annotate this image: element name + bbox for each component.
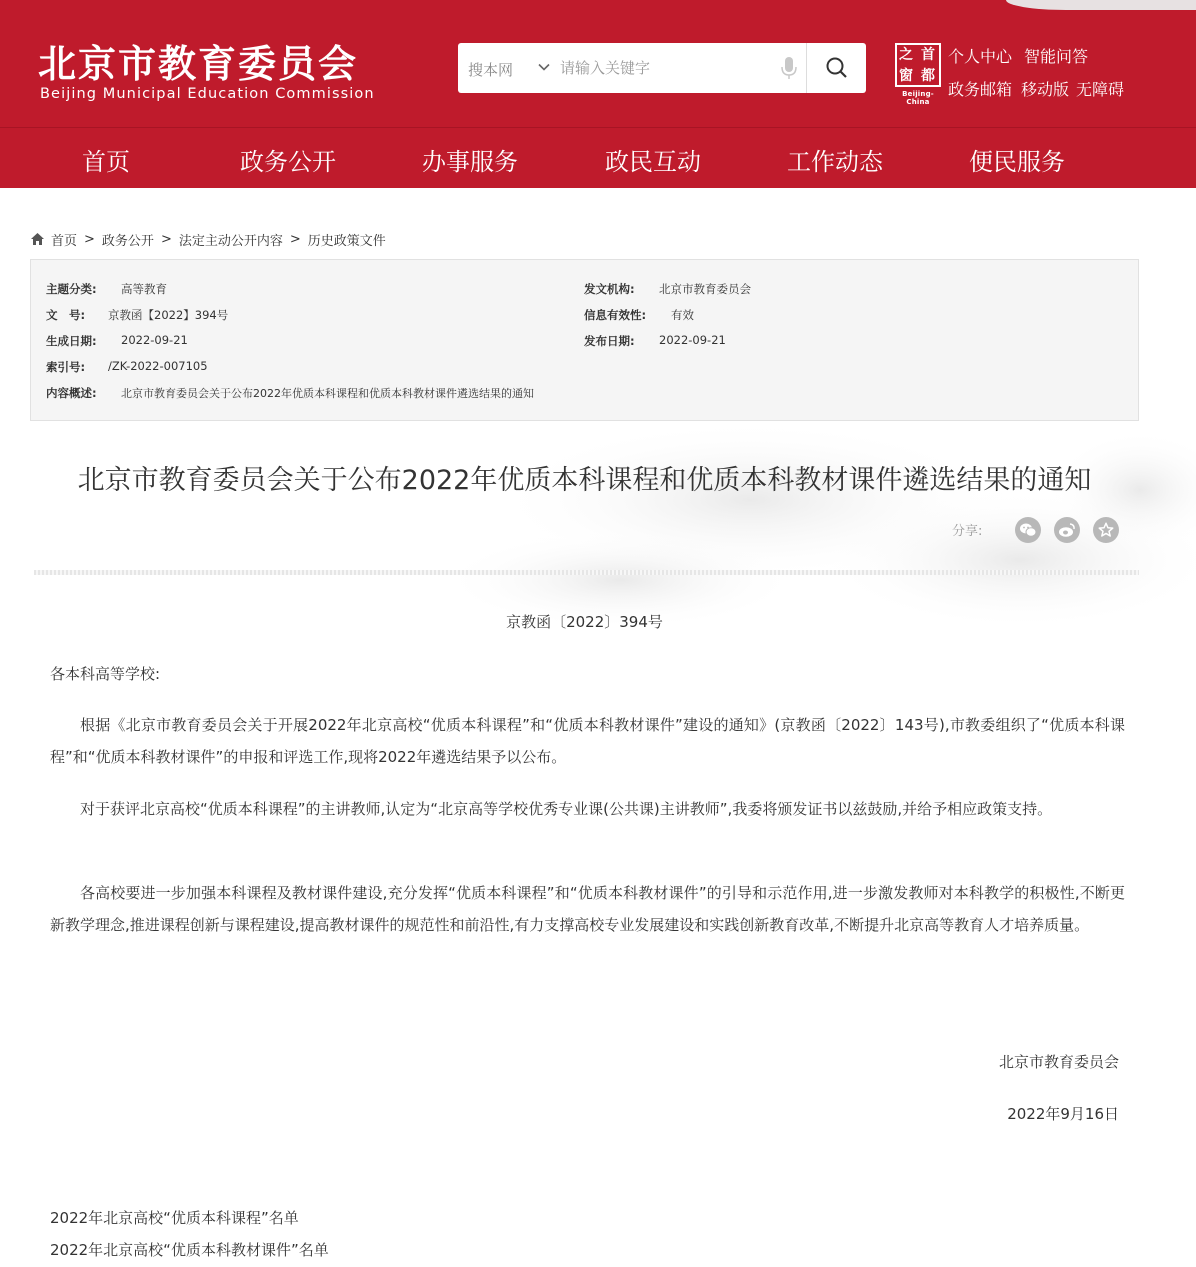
nav-item-news[interactable]: 工作动态	[787, 148, 883, 176]
breadcrumb-home[interactable]: 首页	[51, 233, 78, 249]
issuer-value: 北京市教育委员会	[659, 282, 751, 296]
breadcrumb-separator: >	[160, 231, 172, 247]
breadcrumb-separator: >	[84, 231, 95, 247]
breadcrumb-historical-policies[interactable]: 历史政策文件	[307, 233, 386, 249]
article-date: 2022年9月16日	[1007, 1105, 1119, 1123]
wechat-icon	[1019, 522, 1037, 538]
article-salutation: 各本科高等学校:	[50, 665, 161, 683]
favorite-button[interactable]	[1093, 517, 1119, 543]
doc-number-value: 京教函【2022】394号	[108, 308, 229, 322]
mobile-version-link[interactable]: 移动版	[1021, 80, 1070, 99]
header-top-bar	[0, 0, 1196, 128]
site-header	[0, 0, 1196, 188]
personal-center-link[interactable]: 个人中心	[948, 47, 1013, 66]
nav-item-interaction[interactable]: 政民互动	[605, 148, 701, 176]
site-logo-title[interactable]: 北京市教育委员会	[38, 42, 359, 86]
breadcrumb-separator: >	[289, 231, 301, 247]
weibo-icon	[1058, 522, 1076, 538]
published-date-label: 发布日期:	[584, 334, 635, 348]
published-date-value: 2022-09-21	[659, 333, 726, 347]
capital-logo-char: 首	[921, 47, 935, 63]
microphone-icon[interactable]	[780, 56, 798, 80]
created-date-value: 2022-09-21	[121, 333, 188, 347]
gov-mailbox-link[interactable]: 政务邮箱	[948, 80, 1013, 99]
share-label: 分享:	[952, 524, 983, 539]
chevron-down-icon[interactable]	[536, 59, 552, 75]
capital-logo-caption: Beijing-China	[902, 90, 934, 106]
capital-logo-frame	[895, 43, 941, 87]
nav-item-gov-affairs[interactable]: 政务公开	[240, 148, 336, 176]
nav-item-services[interactable]: 办事服务	[422, 148, 518, 176]
capital-window-logo[interactable]	[891, 43, 945, 106]
weibo-share-button[interactable]	[1054, 517, 1080, 543]
summary-value: 北京市教育委员会关于公布2022年优质本科课程和优质本科教材课件遴选结果的通知	[121, 387, 534, 400]
article-title: 北京市教育委员会关于公布2022年优质本科课程和优质本科教材课件遴选结果的通知	[77, 465, 1092, 496]
breadcrumb-statutory-content[interactable]: 法定主动公开内容	[178, 233, 283, 249]
breadcrumb-gov-affairs[interactable]: 政务公开	[101, 233, 154, 249]
capital-logo-char: 都	[921, 68, 935, 84]
attachment-link-materials[interactable]: 2022年北京高校“优质本科教材课件”名单	[50, 1241, 329, 1259]
main-nav	[0, 128, 1196, 188]
summary-label: 内容概述:	[46, 386, 97, 400]
article-paragraph: 对于获评北京高校“优质本科课程”的主讲教师,认定为“北京高等学校优秀专业课(公共课)主讲教师”,我委将颁发证书以兹鼓励,并给予相应政策支持。	[80, 800, 1053, 818]
doc-number-label: 文 号:	[46, 308, 86, 322]
topic-value: 高等教育	[121, 282, 167, 296]
search-scope-select[interactable]: 搜本网	[468, 61, 514, 79]
index-number-value: /ZK-2022-007105	[108, 359, 208, 373]
nav-item-public-services[interactable]: 便民服务	[969, 148, 1065, 176]
smart-qa-link[interactable]: 智能问答	[1024, 47, 1089, 66]
validity-value: 有效	[671, 308, 694, 322]
capital-logo-char: 之	[899, 47, 913, 63]
wechat-share-button[interactable]	[1015, 517, 1041, 543]
breadcrumb	[30, 230, 386, 248]
site-logo-subtitle: Beijing Municipal Education Commission	[40, 86, 375, 102]
header-decoration	[1006, 0, 1196, 10]
topic-label: 主题分类:	[46, 282, 97, 296]
index-number-label: 索引号:	[46, 360, 86, 374]
home-icon	[30, 232, 45, 246]
search-icon	[825, 56, 849, 80]
attachment-link-courses[interactable]: 2022年北京高校“优质本科课程”名单	[50, 1209, 299, 1227]
search-box	[458, 43, 866, 93]
issuer-label: 发文机构:	[584, 282, 635, 296]
article-paragraph: 各高校要进一步加强本科课程及教材课件建设,充分发挥“优质本科课程”和“优质本科教材课件”的引导和示范作用,进一步激发教师对本科教学的积极性,不断更新教学理念,推进课程创新与课程建设,提高教材课件的规范性和前沿性,有力支撑高校专业发展建设和实践创新教育改革,不断提升北京高等教育人才培养质量。	[50, 884, 1125, 934]
article-doc-number: 京教函〔2022〕394号	[506, 613, 663, 631]
search-input[interactable]	[560, 55, 770, 81]
created-date-label: 生成日期:	[46, 334, 97, 348]
title-divider	[34, 570, 1139, 575]
article-signer: 北京市教育委员会	[998, 1053, 1119, 1071]
article-paragraph: 根据《北京市教育委员会关于开展2022年北京高校“优质本科课程”和“优质本科教材课件”建设的通知》(京教函〔2022〕143号),市教委组织了“优质本科课程”和“优质本科教材课件”的申报和评选工作,现将2022年遴选结果予以公布。	[50, 716, 1125, 766]
nav-item-home[interactable]: 首页	[82, 148, 130, 176]
document-metadata-box	[30, 259, 1139, 421]
validity-label: 信息有效性:	[584, 308, 647, 322]
favorite-star-icon	[1097, 521, 1115, 539]
accessibility-link[interactable]: 无障碍	[1076, 80, 1125, 99]
search-button[interactable]	[807, 43, 866, 93]
capital-logo-char: 窗	[899, 68, 913, 84]
